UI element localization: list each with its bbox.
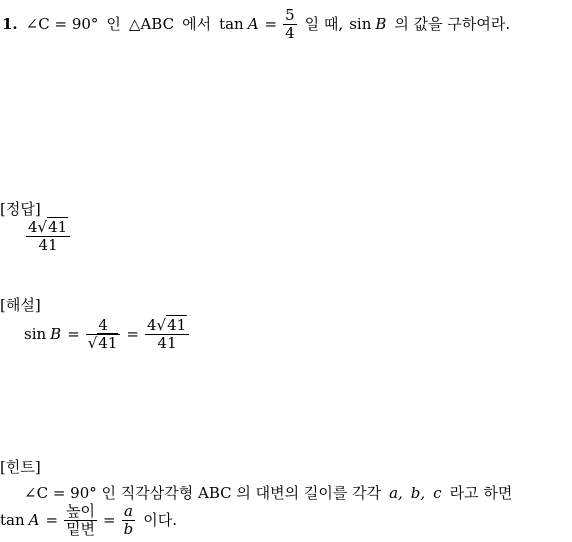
tan-function: tan <box>219 15 244 33</box>
radicand: 41 <box>167 316 187 334</box>
hint-line-1-tail: 라고 하면 <box>449 484 513 502</box>
equals-sign: = <box>45 511 59 529</box>
question-line <box>2 8 510 41</box>
var-b: B <box>375 15 387 33</box>
sqrt-symbol: √41 <box>87 334 118 352</box>
tan-function: tan <box>0 511 25 529</box>
sqrt-symbol: √41 <box>156 316 187 334</box>
coef: 4 <box>147 316 157 334</box>
fraction-numerator: a <box>122 504 136 521</box>
question-tail: 의 값을 구하여라. <box>394 15 511 33</box>
answer-radicand: 41 <box>48 218 68 236</box>
answer-coef: 4 <box>28 218 38 236</box>
fraction-denominator: 4 <box>285 24 295 42</box>
sin-function: sin <box>349 15 372 33</box>
equals-sign: = <box>126 325 139 343</box>
equals-sign: = <box>264 15 278 33</box>
question-number: 1. <box>2 15 18 33</box>
explanation-heading: [해설] <box>0 296 41 314</box>
sqrt-symbol: √41 <box>37 218 68 236</box>
answer-denominator: 41 <box>38 236 58 254</box>
fraction-numerator: 4 <box>86 318 121 335</box>
hint-fraction-1 <box>64 504 97 537</box>
fraction-denominator: b <box>123 520 134 538</box>
equals-sign: = <box>103 511 116 529</box>
text-eseo: 에서 <box>182 15 212 33</box>
explanation-equation <box>24 318 189 351</box>
hint-fraction-2 <box>122 504 136 537</box>
radicand: 41 <box>98 334 118 352</box>
tan-fraction <box>283 8 297 41</box>
var-b: b, <box>410 484 426 502</box>
explanation-fraction-2 <box>145 318 189 351</box>
hint-tail: 이다. <box>143 511 177 529</box>
equals-sign: = <box>67 325 80 343</box>
hint-heading: [힌트] <box>0 458 41 476</box>
var-c: c <box>433 484 442 502</box>
answer-numerator <box>26 220 70 237</box>
angle-c-condition: ∠C = 90° <box>25 15 99 33</box>
fraction-denominator: 밑변 <box>66 520 96 538</box>
hint-text: ∠C = 90° 인 직각삼각형 ABC 의 대변의 길이를 각각 <box>24 484 382 502</box>
answer-value <box>26 220 70 253</box>
hint-line-1 <box>24 486 512 501</box>
triangle-abc: △ABC <box>128 15 175 33</box>
explanation-fraction-1 <box>86 318 121 351</box>
var-b: B <box>50 325 62 343</box>
sin-function: sin <box>24 325 47 343</box>
answer-fraction <box>26 220 70 253</box>
var-a: a, <box>389 484 403 502</box>
text-when: 일 때, <box>304 15 344 33</box>
text-in: 인 <box>106 15 121 33</box>
fraction-numerator <box>145 318 189 335</box>
answer-heading: [정답] <box>0 200 41 218</box>
fraction-numerator: 높이 <box>66 502 96 520</box>
fraction-numerator: 5 <box>285 6 295 24</box>
fraction-denominator <box>86 335 121 351</box>
var-a: A <box>28 511 40 529</box>
fraction-denominator: 41 <box>157 334 177 352</box>
var-a: A <box>247 15 259 33</box>
hint-line-2 <box>0 504 177 537</box>
